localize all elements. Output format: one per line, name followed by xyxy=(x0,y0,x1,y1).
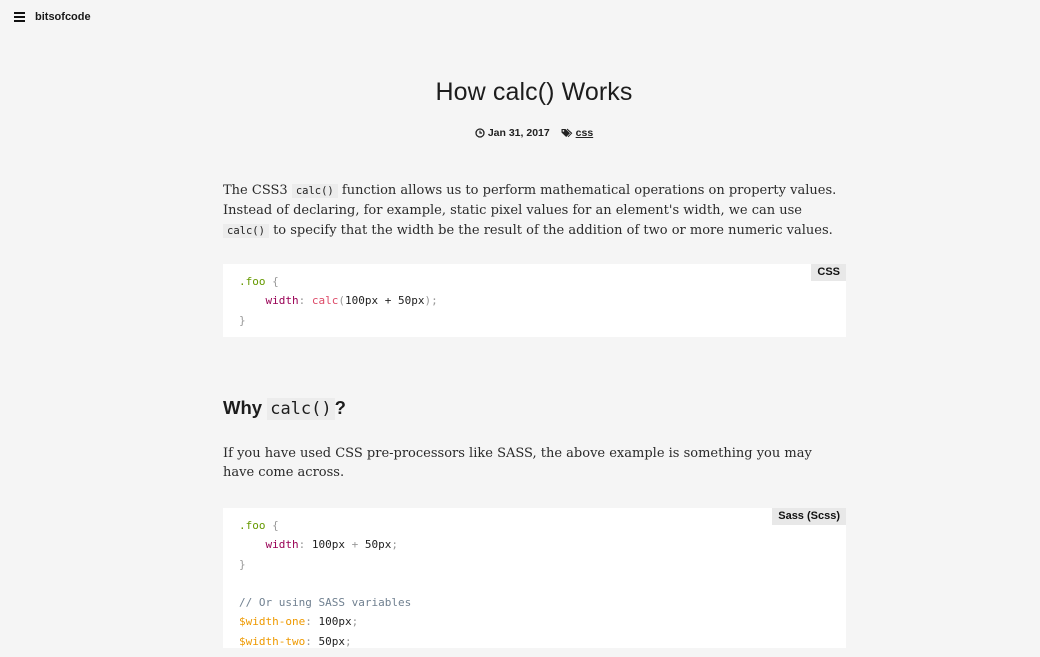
code-value: 50px xyxy=(318,634,345,648)
site-name-link[interactable]: bitsofcode xyxy=(35,11,91,23)
inline-code-calc-2: calc() xyxy=(223,224,269,238)
code-language-label: Sass (Scss) xyxy=(772,508,846,525)
post-date xyxy=(475,127,553,139)
tags-icon xyxy=(561,128,573,138)
code-property: width xyxy=(265,294,299,308)
code-comment: // Or using SASS variables xyxy=(239,596,412,610)
section-paragraph: If you have used CSS pre-processors like SASS, the above example is something you may have come across. xyxy=(223,446,812,481)
clock-icon xyxy=(475,128,485,138)
code-property: width xyxy=(265,538,299,552)
code-value: 100px xyxy=(311,538,345,552)
code-function: calc xyxy=(311,294,339,308)
hamburger-menu-icon[interactable] xyxy=(14,12,26,23)
code-block-css xyxy=(223,264,846,337)
code-content: .foo { width: calc(100px + 50px); } xyxy=(239,275,438,327)
intro-text-2: function allows us to perform mathematical operations on property values. Instead of declaring, for example, static pixel values for an element's width, we can use xyxy=(223,183,837,219)
code-selector: .foo xyxy=(239,275,266,288)
code-language-label: CSS xyxy=(811,264,846,281)
tag-link-css[interactable]: css xyxy=(575,127,594,139)
code-selector: .foo xyxy=(239,519,266,532)
code-content: .foo { width: 100px + 50px; } // Or using SASS variables $width-one: 100px; $width-two: 50px; xyxy=(239,519,412,648)
code-variable: $width-two xyxy=(239,634,306,648)
section-heading-suffix: ? xyxy=(334,397,346,418)
inline-code-calc: calc() xyxy=(292,184,338,198)
intro-text-3: to specify that the width be the result of the addition of two or more numeric values. xyxy=(268,222,833,238)
code-variable: $width-one xyxy=(239,615,306,629)
intro-paragraph xyxy=(223,181,846,241)
post-meta xyxy=(0,127,1040,139)
intro-text-1: The CSS3 xyxy=(223,183,292,198)
post-tags xyxy=(561,127,594,139)
code-value: 100px xyxy=(318,615,352,629)
code-value: 50px xyxy=(364,538,392,552)
top-bar xyxy=(0,0,1040,38)
section-heading-code: calc() xyxy=(267,398,334,420)
code-operator: + xyxy=(351,538,359,552)
code-block-scss xyxy=(223,508,846,648)
section-heading-prefix: Why xyxy=(223,397,268,418)
code-args: 100px + 50px xyxy=(345,294,425,308)
post-date-text: Jan 31, 2017 xyxy=(487,127,550,139)
section-heading xyxy=(223,397,346,419)
post-title: How calc() Works xyxy=(435,78,633,106)
